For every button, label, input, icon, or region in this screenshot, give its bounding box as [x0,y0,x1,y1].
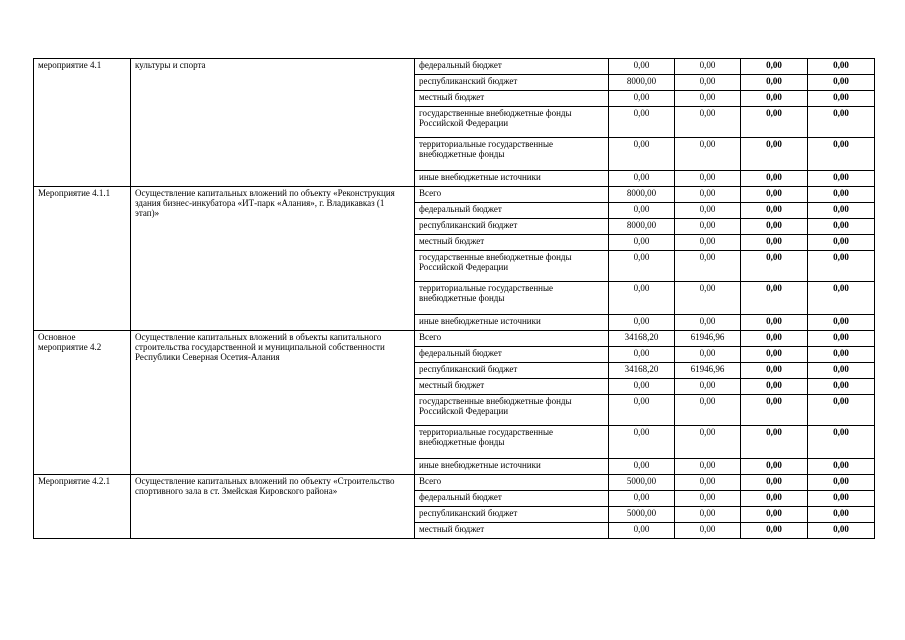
funding-source-cell: территориальные государственные внебюджетные фонды [415,138,609,171]
amount-cell: 0,00 [741,395,808,426]
amount-cell: 0,00 [609,379,675,395]
amount-cell: 0,00 [741,475,808,491]
amount-cell: 0,00 [808,347,875,363]
amount-cell: 0,00 [808,235,875,251]
amount-cell: 0,00 [609,395,675,426]
amount-cell: 0,00 [741,187,808,203]
amount-cell: 5000,00 [609,475,675,491]
amount-cell: 0,00 [609,282,675,315]
amount-cell: 0,00 [675,347,741,363]
amount-cell: 0,00 [808,59,875,75]
funding-source-cell: Всего [415,475,609,491]
funding-source-cell: республиканский бюджет [415,507,609,523]
amount-cell: 0,00 [609,59,675,75]
amount-cell: 0,00 [741,491,808,507]
amount-cell: 0,00 [675,475,741,491]
amount-cell: 0,00 [741,75,808,91]
amount-cell: 0,00 [609,347,675,363]
amount-cell: 0,00 [675,523,741,539]
amount-cell: 0,00 [675,426,741,459]
amount-cell: 0,00 [675,138,741,171]
amount-cell: 0,00 [675,91,741,107]
funding-source-cell: иные внебюджетные источники [415,171,609,187]
funding-source-cell: местный бюджет [415,523,609,539]
amount-cell: 0,00 [675,107,741,138]
activity-title: Осуществление капитальных вложений в объекты капитального строительства государственной и муниципальной собственности Республики Северная Осетия-Алания [131,331,415,475]
activity-label: мероприятие 4.1 [34,59,131,187]
funding-source-cell: федеральный бюджет [415,203,609,219]
amount-cell: 0,00 [808,75,875,91]
amount-cell: 0,00 [808,203,875,219]
amount-cell: 0,00 [741,251,808,282]
amount-cell: 0,00 [675,459,741,475]
amount-cell: 0,00 [808,523,875,539]
amount-cell: 0,00 [741,138,808,171]
amount-cell: 0,00 [609,91,675,107]
table-row [34,59,875,75]
funding-source-cell: государственные внебюджетные фонды Российской Федерации [415,251,609,282]
funding-source-cell: иные внебюджетные источники [415,315,609,331]
amount-cell: 0,00 [808,475,875,491]
amount-cell: 0,00 [675,315,741,331]
amount-cell: 0,00 [609,491,675,507]
activity-label: Мероприятие 4.1.1 [34,187,131,331]
amount-cell: 61946,96 [675,331,741,347]
amount-cell: 61946,96 [675,363,741,379]
amount-cell: 0,00 [741,91,808,107]
funding-source-cell: Всего [415,187,609,203]
funding-source-cell: республиканский бюджет [415,219,609,235]
amount-cell: 8000,00 [609,219,675,235]
amount-cell: 0,00 [741,363,808,379]
amount-cell: 0,00 [808,491,875,507]
amount-cell: 0,00 [808,395,875,426]
funding-source-cell: территориальные государственные внебюджетные фонды [415,426,609,459]
amount-cell: 0,00 [808,187,875,203]
amount-cell: 0,00 [741,507,808,523]
amount-cell: 0,00 [675,59,741,75]
amount-cell: 0,00 [808,91,875,107]
funding-source-cell: федеральный бюджет [415,491,609,507]
amount-cell: 0,00 [741,331,808,347]
amount-cell: 0,00 [609,251,675,282]
funding-source-cell: республиканский бюджет [415,363,609,379]
amount-cell: 34168,20 [609,331,675,347]
funding-source-cell: территориальные государственные внебюджетные фонды [415,282,609,315]
amount-cell: 0,00 [741,347,808,363]
amount-cell: 0,00 [741,59,808,75]
amount-cell: 0,00 [675,282,741,315]
amount-cell: 0,00 [741,203,808,219]
activity-title: культуры и спорта [131,59,415,187]
amount-cell: 0,00 [609,171,675,187]
amount-cell: 0,00 [741,523,808,539]
amount-cell: 0,00 [741,459,808,475]
amount-cell: 0,00 [808,459,875,475]
amount-cell: 5000,00 [609,507,675,523]
amount-cell: 0,00 [609,426,675,459]
amount-cell: 0,00 [609,107,675,138]
amount-cell: 0,00 [808,331,875,347]
amount-cell: 0,00 [741,107,808,138]
amount-cell: 34168,20 [609,363,675,379]
amount-cell: 0,00 [808,315,875,331]
amount-cell: 0,00 [741,379,808,395]
funding-source-cell: государственные внебюджетные фонды Российской Федерации [415,107,609,138]
amount-cell: 0,00 [609,138,675,171]
amount-cell: 0,00 [675,219,741,235]
amount-cell: 0,00 [675,171,741,187]
activity-title: Осуществление капитальных вложений по объекту «Реконструкция здания бизнес-инкубатора «ИТ-парк «Алания», г. Владикавказ (1 этап)» [131,187,415,331]
amount-cell: 0,00 [741,219,808,235]
funding-source-cell: Всего [415,331,609,347]
amount-cell: 0,00 [675,379,741,395]
funding-source-cell: федеральный бюджет [415,59,609,75]
amount-cell: 0,00 [675,235,741,251]
amount-cell: 0,00 [808,107,875,138]
funding-source-cell: республиканский бюджет [415,75,609,91]
amount-cell: 0,00 [741,426,808,459]
amount-cell: 0,00 [808,363,875,379]
amount-cell: 0,00 [808,379,875,395]
amount-cell: 0,00 [808,138,875,171]
amount-cell: 0,00 [609,315,675,331]
amount-cell: 8000,00 [609,187,675,203]
funding-source-cell: государственные внебюджетные фонды Российской Федерации [415,395,609,426]
funding-source-cell: федеральный бюджет [415,347,609,363]
funding-source-cell: местный бюджет [415,91,609,107]
amount-cell: 0,00 [675,395,741,426]
amount-cell: 0,00 [675,491,741,507]
amount-cell: 0,00 [808,507,875,523]
amount-cell: 0,00 [741,282,808,315]
activity-label: Основное мероприятие 4.2 [34,331,131,475]
amount-cell: 0,00 [675,507,741,523]
amount-cell: 0,00 [609,459,675,475]
table-row [34,187,875,203]
amount-cell: 0,00 [741,315,808,331]
activity-title: Осуществление капитальных вложений по объекту «Строительство спортивного зала в ст. Змейская Кировского района» [131,475,415,539]
table-row [34,475,875,491]
table-body [34,59,875,539]
amount-cell: 0,00 [808,251,875,282]
amount-cell: 0,00 [808,426,875,459]
funding-source-cell: иные внебюджетные источники [415,459,609,475]
amount-cell: 0,00 [675,187,741,203]
amount-cell: 0,00 [741,171,808,187]
amount-cell: 0,00 [675,251,741,282]
amount-cell: 0,00 [609,235,675,251]
amount-cell: 0,00 [741,235,808,251]
amount-cell: 0,00 [808,219,875,235]
table-row [34,331,875,347]
funding-source-cell: местный бюджет [415,379,609,395]
activity-label: Мероприятие 4.2.1 [34,475,131,539]
amount-cell: 0,00 [609,523,675,539]
amount-cell: 0,00 [808,171,875,187]
amount-cell: 0,00 [675,75,741,91]
amount-cell: 0,00 [675,203,741,219]
funding-source-cell: местный бюджет [415,235,609,251]
budget-table [33,58,875,539]
amount-cell: 8000,00 [609,75,675,91]
amount-cell: 0,00 [808,282,875,315]
amount-cell: 0,00 [609,203,675,219]
